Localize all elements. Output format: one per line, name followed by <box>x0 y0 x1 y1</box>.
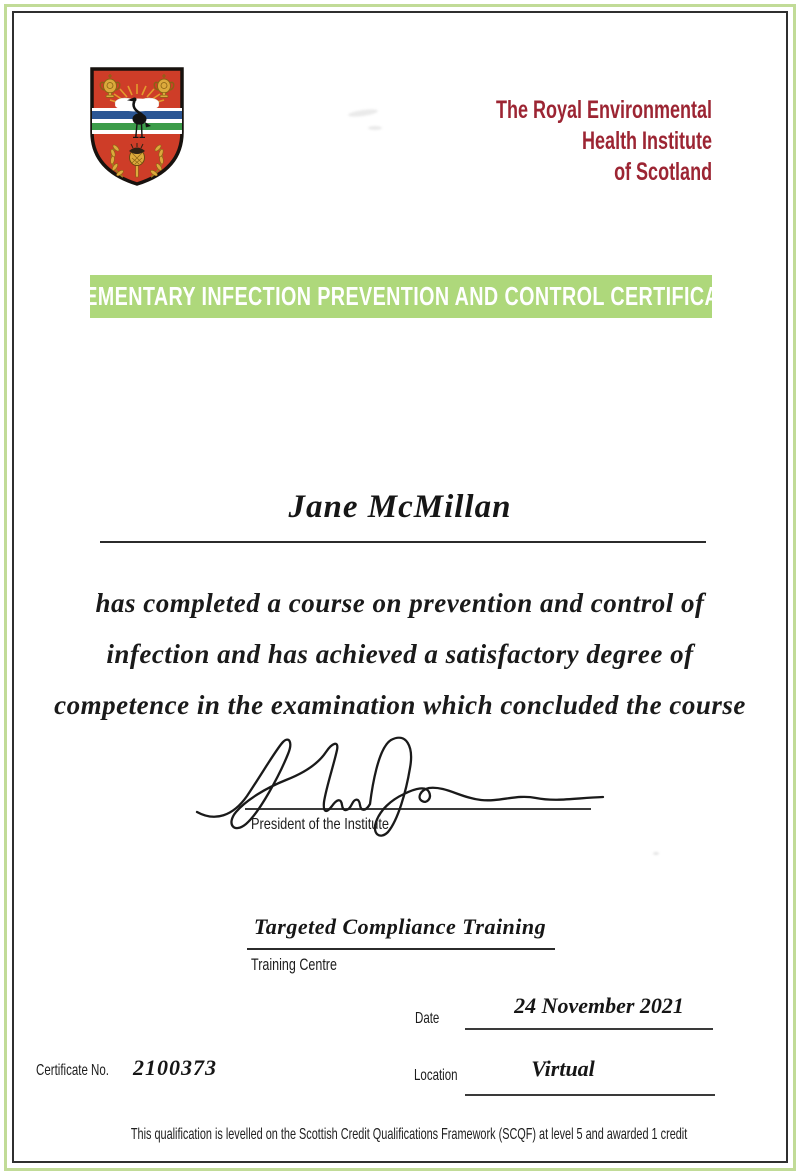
issuer-name-line-3: of Scotland <box>614 158 712 186</box>
certificate-body <box>40 578 760 731</box>
training-centre-name: Targeted Compliance Training <box>253 914 547 939</box>
recipient-name: Jane McMillan <box>288 489 512 525</box>
certificate-no-label: Certificate No. <box>36 1062 109 1079</box>
body-line-1: has completed a course on prevention and control of <box>95 588 705 618</box>
location-line <box>465 1094 715 1096</box>
scqf-note: This qualification is levelled on the Scottish Credit Qualifications Framework (SCQF) at level 5 and awarded 1 credit <box>130 1126 688 1143</box>
training-centre-underline <box>247 948 555 950</box>
issuer-name-line-1: The Royal Environmental <box>495 96 712 124</box>
issuer-name <box>496 95 712 188</box>
course-title: ELEMENTARY INFECTION PREVENTION AND CONTROL CERTIFICATE <box>58 281 744 311</box>
recipient-name-underline <box>100 541 706 543</box>
date-line <box>465 1028 713 1030</box>
location-label: Location <box>414 1067 458 1084</box>
signatory-title: President of the Institute <box>251 816 390 833</box>
body-line-2: infection and has achieved a satisfactory degree of <box>106 639 694 669</box>
scan-smudge <box>348 108 379 118</box>
scan-smudge <box>653 852 659 855</box>
date-label: Date <box>415 1010 440 1027</box>
institute-crest-icon <box>87 64 187 189</box>
location-value: Virtual <box>531 1056 595 1081</box>
president-signature-icon <box>185 722 615 842</box>
course-title-banner <box>58 275 744 318</box>
footer-note-wrap <box>0 1126 744 1144</box>
certificate-no-value: 2100373 <box>133 1055 217 1080</box>
date-value: 24 November 2021 <box>514 993 684 1018</box>
scan-smudge <box>368 126 382 130</box>
training-centre-label: Training Centre <box>251 956 337 974</box>
body-line-3: competence in the examination which concluded the course <box>54 690 746 720</box>
issuer-name-line-2: Health Institute <box>581 127 712 155</box>
